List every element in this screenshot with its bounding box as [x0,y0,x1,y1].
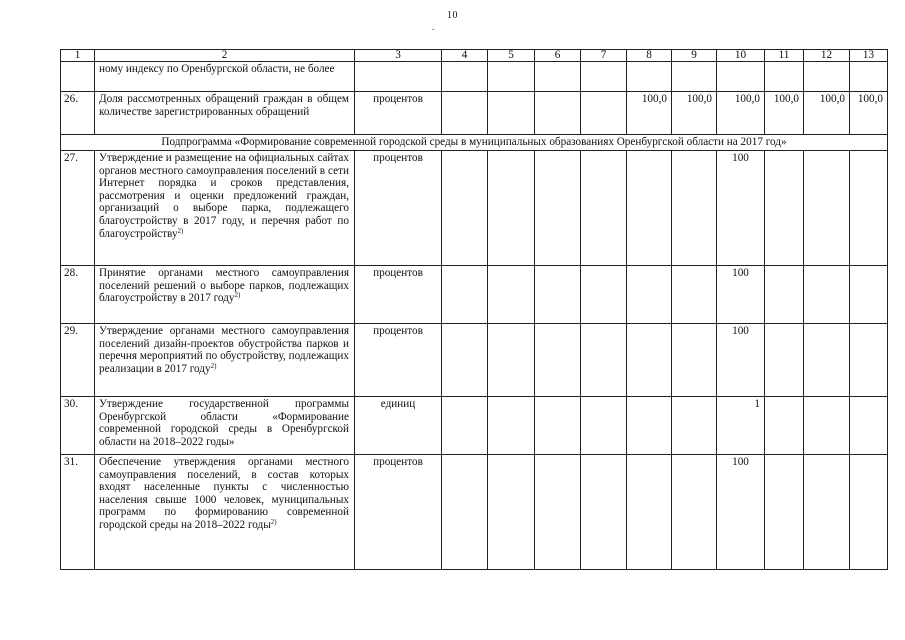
value-cell: 100,0 [850,92,888,135]
col-header: 8 [627,50,672,62]
value-cell: 100 [717,266,765,324]
value-cell: 100,0 [627,92,672,135]
row-number: 29. [61,324,95,397]
value-cell: 100,0 [804,92,850,135]
row-description: Утверждение и размещение на официальных сайтах органов местного самоуправления поселений в сети Интернет порядка и сроков представления, рассмотрения и оценки предложений граждан, организаций о выборе парка, подлежащего благоустройству в 2017 году, и перечня работ по благоустройству$^{2)}$ [95,151,355,266]
row-number: 26. [61,92,95,135]
row-description: Обеспечение утверждения органами местного самоуправления поселений, в состав которых входят населенные пункты с численностью населения свыше 1000 человек, муниципальных программ по формированию современной городской среды на 2018–2022 годы$^{2)}$ [95,455,355,570]
table-row [61,455,888,570]
col-header: 13 [850,50,888,62]
col-header: 10 [717,50,765,62]
col-header: 7 [581,50,627,62]
table-row [61,324,888,397]
col-header: 9 [672,50,717,62]
col-header: 6 [535,50,581,62]
value-cell: 100,0 [765,92,804,135]
footnote-mark: 2) [270,517,277,526]
row-description: Доля рассмотренных обращений граждан в общем количестве зарегистрированных обращений [95,92,355,135]
col-header: 5 [488,50,535,62]
row-number [61,62,95,92]
table-row [61,151,888,266]
page-number: 10 [447,10,458,21]
row-number: 30. [61,397,95,455]
row-unit: процентов [355,266,442,324]
col-header: 1 [61,50,95,62]
row-unit: процентов [355,455,442,570]
row-unit: процентов [355,151,442,266]
row-number: 27. [61,151,95,266]
indicators-table [60,49,888,570]
col-header: 2 [95,50,355,62]
row-unit: процентов [355,324,442,397]
footnote-mark: 2) [210,361,217,370]
value-cell: 1 [717,397,765,455]
row-unit: процентов [355,92,442,135]
row-description: ному индексу по Оренбургской области, не более [95,62,355,92]
subprogram-title: Подпрограмма «Формирование современной городской среды в муниципальных образованиях Оренбургской области на 2017 год» [61,135,888,151]
table-row [61,397,888,455]
col-header: 11 [765,50,804,62]
value-cell: 100,0 [717,92,765,135]
value-cell: 100,0 [672,92,717,135]
row-number: 28. [61,266,95,324]
row-description: Утверждение государственной программы Оренбургской области «Формирование современной городской среды в Оренбургской области на 2018–2022 годы» [95,397,355,455]
value-cell: 100 [717,324,765,397]
scan-mark: . [432,22,435,32]
col-header: 12 [804,50,850,62]
row-unit: единиц [355,397,442,455]
footnote-mark: 2) [234,291,241,300]
row-description: Утверждение органами местного самоуправления поселений дизайн-проектов обустройства парков и перечня мероприятий по обустройству, подлежащих реализации в 2017 году$^{2)}$ [95,324,355,397]
value-cell: 100 [717,455,765,570]
table-row [61,266,888,324]
table-row [61,62,888,92]
column-number-row [61,50,888,62]
col-header: 4 [442,50,488,62]
row-number: 31. [61,455,95,570]
subprogram-row [61,135,888,151]
table-row [61,92,888,135]
value-cell: 100 [717,151,765,266]
footnote-mark: 2) [177,226,184,235]
row-description: Принятие органами местного самоуправления поселений решений о выборе парков, подлежащих благоустройству в 2017 году$^{2)}$ [95,266,355,324]
col-header: 3 [355,50,442,62]
